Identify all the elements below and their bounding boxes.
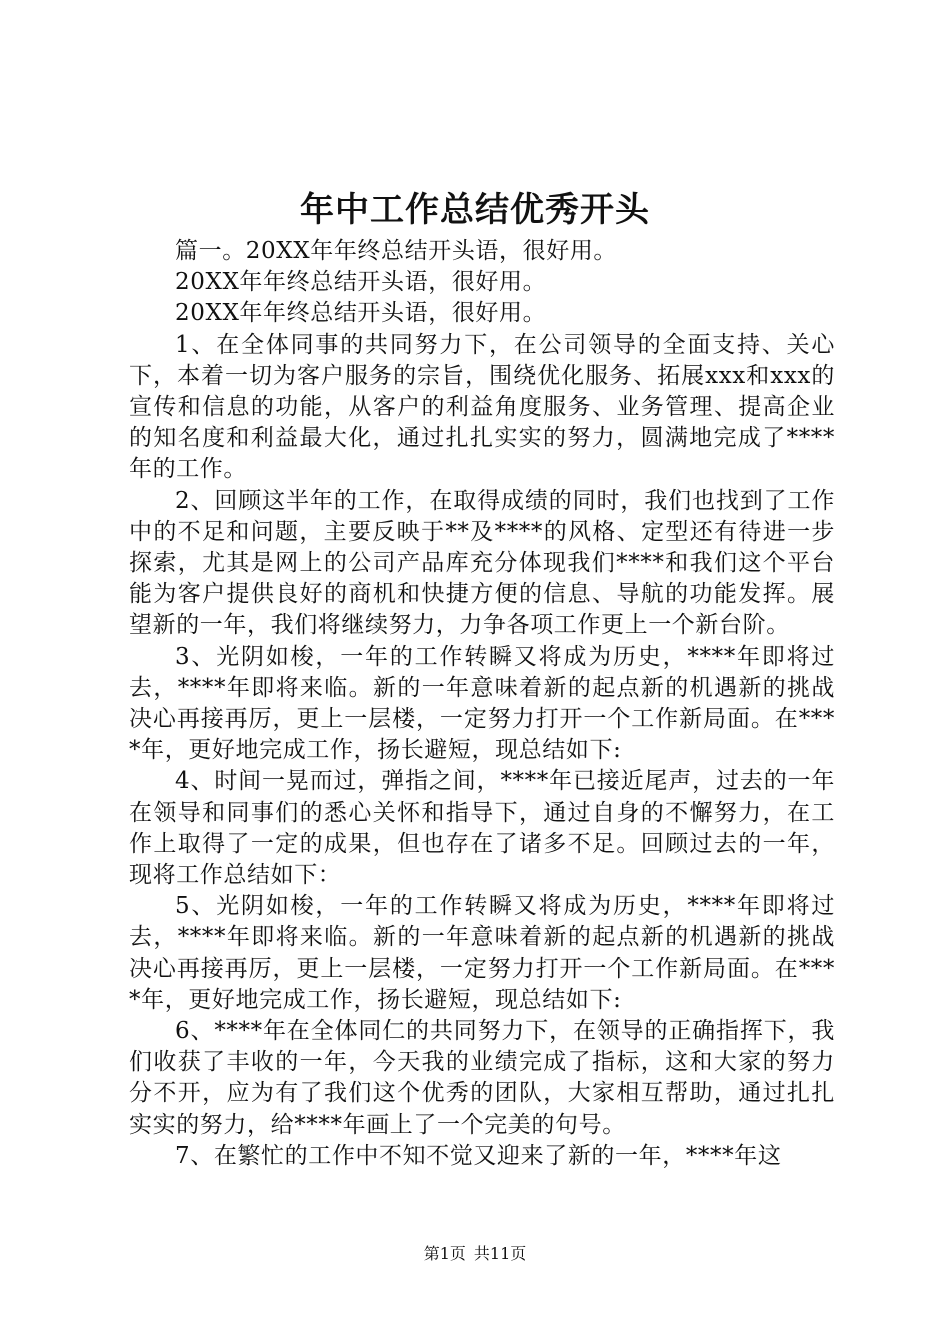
- paragraph: 5、光阴如梭，一年的工作转瞬又将成为历史，****年即将过去，****年即将来临。新的一年意味着新的起点新的机遇新的挑战决心再接再厉，更上一层楼，一定努力打开一个工作新局面。在****年，更好地完成工作，扬长避短，现总结如下:: [129, 893, 835, 1013]
- paragraph: 篇一。20XX年年终总结开头语，很好用。: [175, 238, 618, 264]
- paragraph: 6、****年在全体同仁的共同努力下，在领导的正确指挥下，我们收获了丰收的一年，今天我的业绩完成了指标，这和大家的努力分不开，应为有了我们这个优秀的团队，大家相互帮助，通过扎扎实实的努力，给****年画上了一个完美的句号。: [129, 1018, 835, 1138]
- paragraph: 20XX年年终总结开头语，很好用。: [175, 300, 547, 327]
- paragraph: 2、回顾这半年的工作，在取得成绩的同时，我们也找到了工作中的不足和问题，主要反映于**及****的风格、定型还有待进一步探索，尤其是网上的公司产品库充分体现我们****和我们这个平台能为客户提供良好的商机和快捷方便的信息、导航的功能发挥。展望新的一年，我们将继续努力，力争各项工作更上一个新台阶。: [129, 487, 835, 639]
- paragraph: 1、在全体同事的共同努力下，在公司领导的全面支持、关心下，本着一切为客户服务的宗旨，围绕优化服务、拓展xxx和xxx的宣传和信息的功能，从客户的利益角度服务、业务管理、提高企业的知名度和利益最大化，通过扎扎实实的努力，圆满地完成了****年的工作。: [129, 331, 835, 483]
- paragraph: 20XX年年终总结开头语，很好用。: [175, 269, 547, 296]
- page-total: 共11页: [473, 1244, 527, 1263]
- paragraph: 4、时间一晃而过，弹指之间，****年已接近尾声，过去的一年在领导和同事们的悉心关怀和指导下，通过自身的不懈努力，在工作上取得了一定的成果，但也存在了诸多不足。回顾过去的一年，现将工作总结如下：: [129, 768, 835, 889]
- document-body: [129, 236, 835, 1172]
- paragraph: 7、在繁忙的工作中不知不觉又迎来了新的一年，****年这: [175, 1142, 782, 1169]
- page-number: 第1页: [423, 1244, 466, 1263]
- paragraph: 3、光阴如梭，一年的工作转瞬又将成为历史，****年即将过去，****年即将来临。新的一年意味着新的起点新的机遇新的挑战决心再接再厉，更上一层楼，一定努力打开一个工作新局面。在****年，更好地完成工作，扬长避短，现总结如下:: [129, 643, 835, 764]
- document-title: 年中工作总结优秀开头: [300, 190, 650, 230]
- page-footer: [0, 1243, 950, 1265]
